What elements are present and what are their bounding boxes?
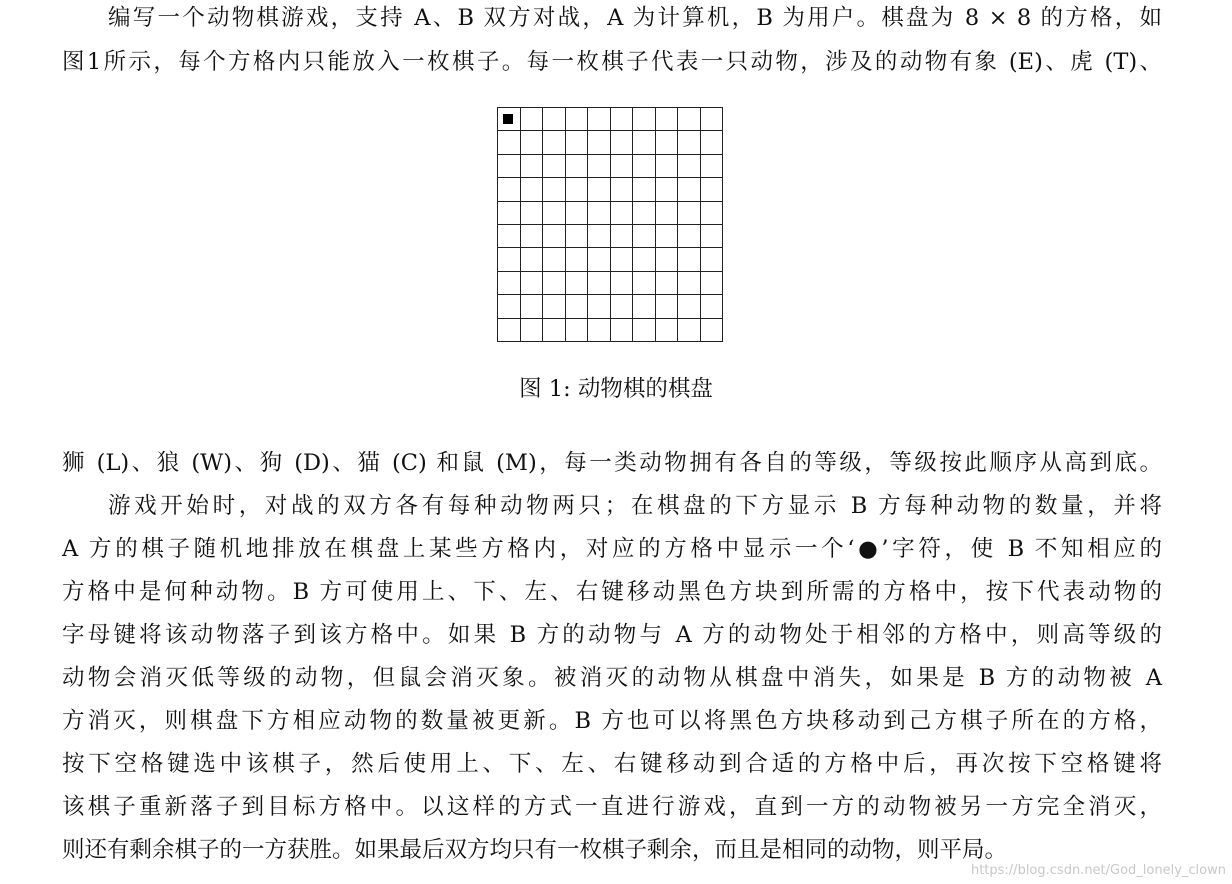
board-cell [521, 108, 544, 131]
board-cell [543, 295, 566, 318]
board-cell [566, 225, 589, 248]
text-line-10: 按下空格键选中该棋子，然后使用上、下、左、右键移动到合适的方格中后，再次按下空格键将 [62, 751, 1162, 777]
board-cell [498, 202, 521, 225]
board-cell [521, 155, 544, 178]
board-cell [521, 131, 544, 154]
board-cell [521, 225, 544, 248]
board-cell [543, 155, 566, 178]
board-cell [566, 202, 589, 225]
board-cell [498, 131, 521, 154]
board-cell [656, 319, 679, 342]
board-cell [521, 178, 544, 201]
board-cell [701, 225, 724, 248]
text-line-8: 动物会消灭低等级的动物，但鼠会消灭象。被消灭的动物从棋盘中消失，如果是 B 方的动物被 A [62, 665, 1162, 691]
board-cell [701, 178, 724, 201]
chess-board-figure [497, 107, 723, 342]
board-cell [588, 319, 611, 342]
board-cell [678, 108, 701, 131]
board-cell [611, 248, 634, 271]
board-cell [611, 131, 634, 154]
board-cell [633, 295, 656, 318]
board-cell [521, 248, 544, 271]
board-cell [678, 202, 701, 225]
black-square-cursor [503, 114, 513, 124]
board-cell [543, 202, 566, 225]
board-cell [498, 108, 521, 131]
board-cell [543, 178, 566, 201]
board-cell [588, 225, 611, 248]
board-cell [543, 319, 566, 342]
board-cell [656, 202, 679, 225]
board-cell [633, 155, 656, 178]
text-line-5: A 方的棋子随机地排放在棋盘上某些方格内，对应的方格中显示一个‘●’字符，使 B 不知相应的 [62, 536, 1162, 562]
board-cell [588, 295, 611, 318]
board-cell [498, 225, 521, 248]
board-cell [566, 248, 589, 271]
board-cell [611, 108, 634, 131]
board-cell [701, 108, 724, 131]
board-cell [566, 108, 589, 131]
board-cell [543, 131, 566, 154]
board-cell [656, 131, 679, 154]
board-cell [588, 202, 611, 225]
board-cell [588, 272, 611, 295]
board-cell [611, 202, 634, 225]
board-cell [588, 131, 611, 154]
board-cell [656, 295, 679, 318]
board-cell [543, 272, 566, 295]
board-cell [566, 131, 589, 154]
board-cell [633, 202, 656, 225]
board-cell [566, 295, 589, 318]
board-cell [588, 248, 611, 271]
board-cell [633, 272, 656, 295]
board-cell [611, 272, 634, 295]
text-line-1: 编写一个动物棋游戏，支持 A、B 双方对战，A 为计算机，B 为用户。棋盘为 8 × 8 的方格，如 [108, 5, 1162, 31]
board-cell [566, 272, 589, 295]
board-cell [656, 178, 679, 201]
figure-caption: 图 1: 动物棋的棋盘 [519, 376, 713, 402]
board-cell [678, 248, 701, 271]
board-cell [498, 248, 521, 271]
board-cell [701, 202, 724, 225]
board-cell [656, 155, 679, 178]
board-cell [633, 225, 656, 248]
board-cell [498, 178, 521, 201]
board-cell [611, 225, 634, 248]
board-cell [566, 319, 589, 342]
board-cell [656, 272, 679, 295]
watermark: https://blog.csdn.net/God_lonely_clown [970, 863, 1226, 878]
board-cell [656, 108, 679, 131]
board-cell [521, 272, 544, 295]
text-line-4: 游戏开始时，对战的双方各有每种动物两只；在棋盘的下方显示 B 方每种动物的数量，并将 [108, 493, 1162, 519]
board-cell [678, 155, 701, 178]
board-cell [701, 155, 724, 178]
board-cell [543, 225, 566, 248]
board-cell [611, 295, 634, 318]
board-cell [633, 178, 656, 201]
text-line-6: 方格中是何种动物。B 方可使用上、下、左、右键移动黑色方块到所需的方格中，按下代表动物的 [62, 579, 1162, 605]
board-cell [678, 225, 701, 248]
board-cell [498, 155, 521, 178]
board-cell [521, 319, 544, 342]
board-cell [566, 178, 589, 201]
board-cell [588, 108, 611, 131]
board-cell [611, 155, 634, 178]
board-cell [543, 108, 566, 131]
board-cell [701, 272, 724, 295]
board-cell [498, 272, 521, 295]
board-cell [566, 155, 589, 178]
text-line-12: 则还有剩余棋子的一方获胜。如果最后双方均只有一枚棋子剩余，而且是相同的动物，则平局。 [62, 837, 1008, 863]
board-cell [633, 108, 656, 131]
board-cell [521, 202, 544, 225]
board-cell [656, 225, 679, 248]
text-line-9: 方消灭，则棋盘下方相应动物的数量被更新。B 方也可以将黑色方块移动到己方棋子所在的方格， [62, 708, 1162, 734]
board-cell [633, 131, 656, 154]
board-cell [611, 319, 634, 342]
board-cell [678, 319, 701, 342]
board-cell [701, 131, 724, 154]
board-cell [701, 248, 724, 271]
board-cell [633, 248, 656, 271]
board-cell [656, 248, 679, 271]
board-cell [701, 295, 724, 318]
board-cell [633, 319, 656, 342]
text-line-3: 狮 (L)、狼 (W)、狗 (D)、猫 (C) 和鼠 (M)，每一类动物拥有各自的等级，等级按此顺序从高到底。 [62, 450, 1162, 476]
board-cell [701, 319, 724, 342]
board-cell [678, 295, 701, 318]
text-line-2: 图1所示，每个方格内只能放入一枚棋子。每一枚棋子代表一只动物，涉及的动物有象 (E)、虎 (T)、 [62, 49, 1162, 75]
text-line-7: 字母键将该动物落子到该方格中。如果 B 方的动物与 A 方的动物处于相邻的方格中，则高等级的 [62, 622, 1162, 648]
board-cell [588, 178, 611, 201]
board-cell [498, 319, 521, 342]
board-cell [521, 295, 544, 318]
board-cell [498, 295, 521, 318]
board-cell [678, 178, 701, 201]
board-cell [588, 155, 611, 178]
board-cell [611, 178, 634, 201]
board-cell [678, 272, 701, 295]
board-cell [678, 131, 701, 154]
text-line-11: 该棋子重新落子到目标方格中。以这样的方式一直进行游戏，直到一方的动物被另一方完全消灭， [62, 794, 1162, 820]
board-cell [543, 248, 566, 271]
